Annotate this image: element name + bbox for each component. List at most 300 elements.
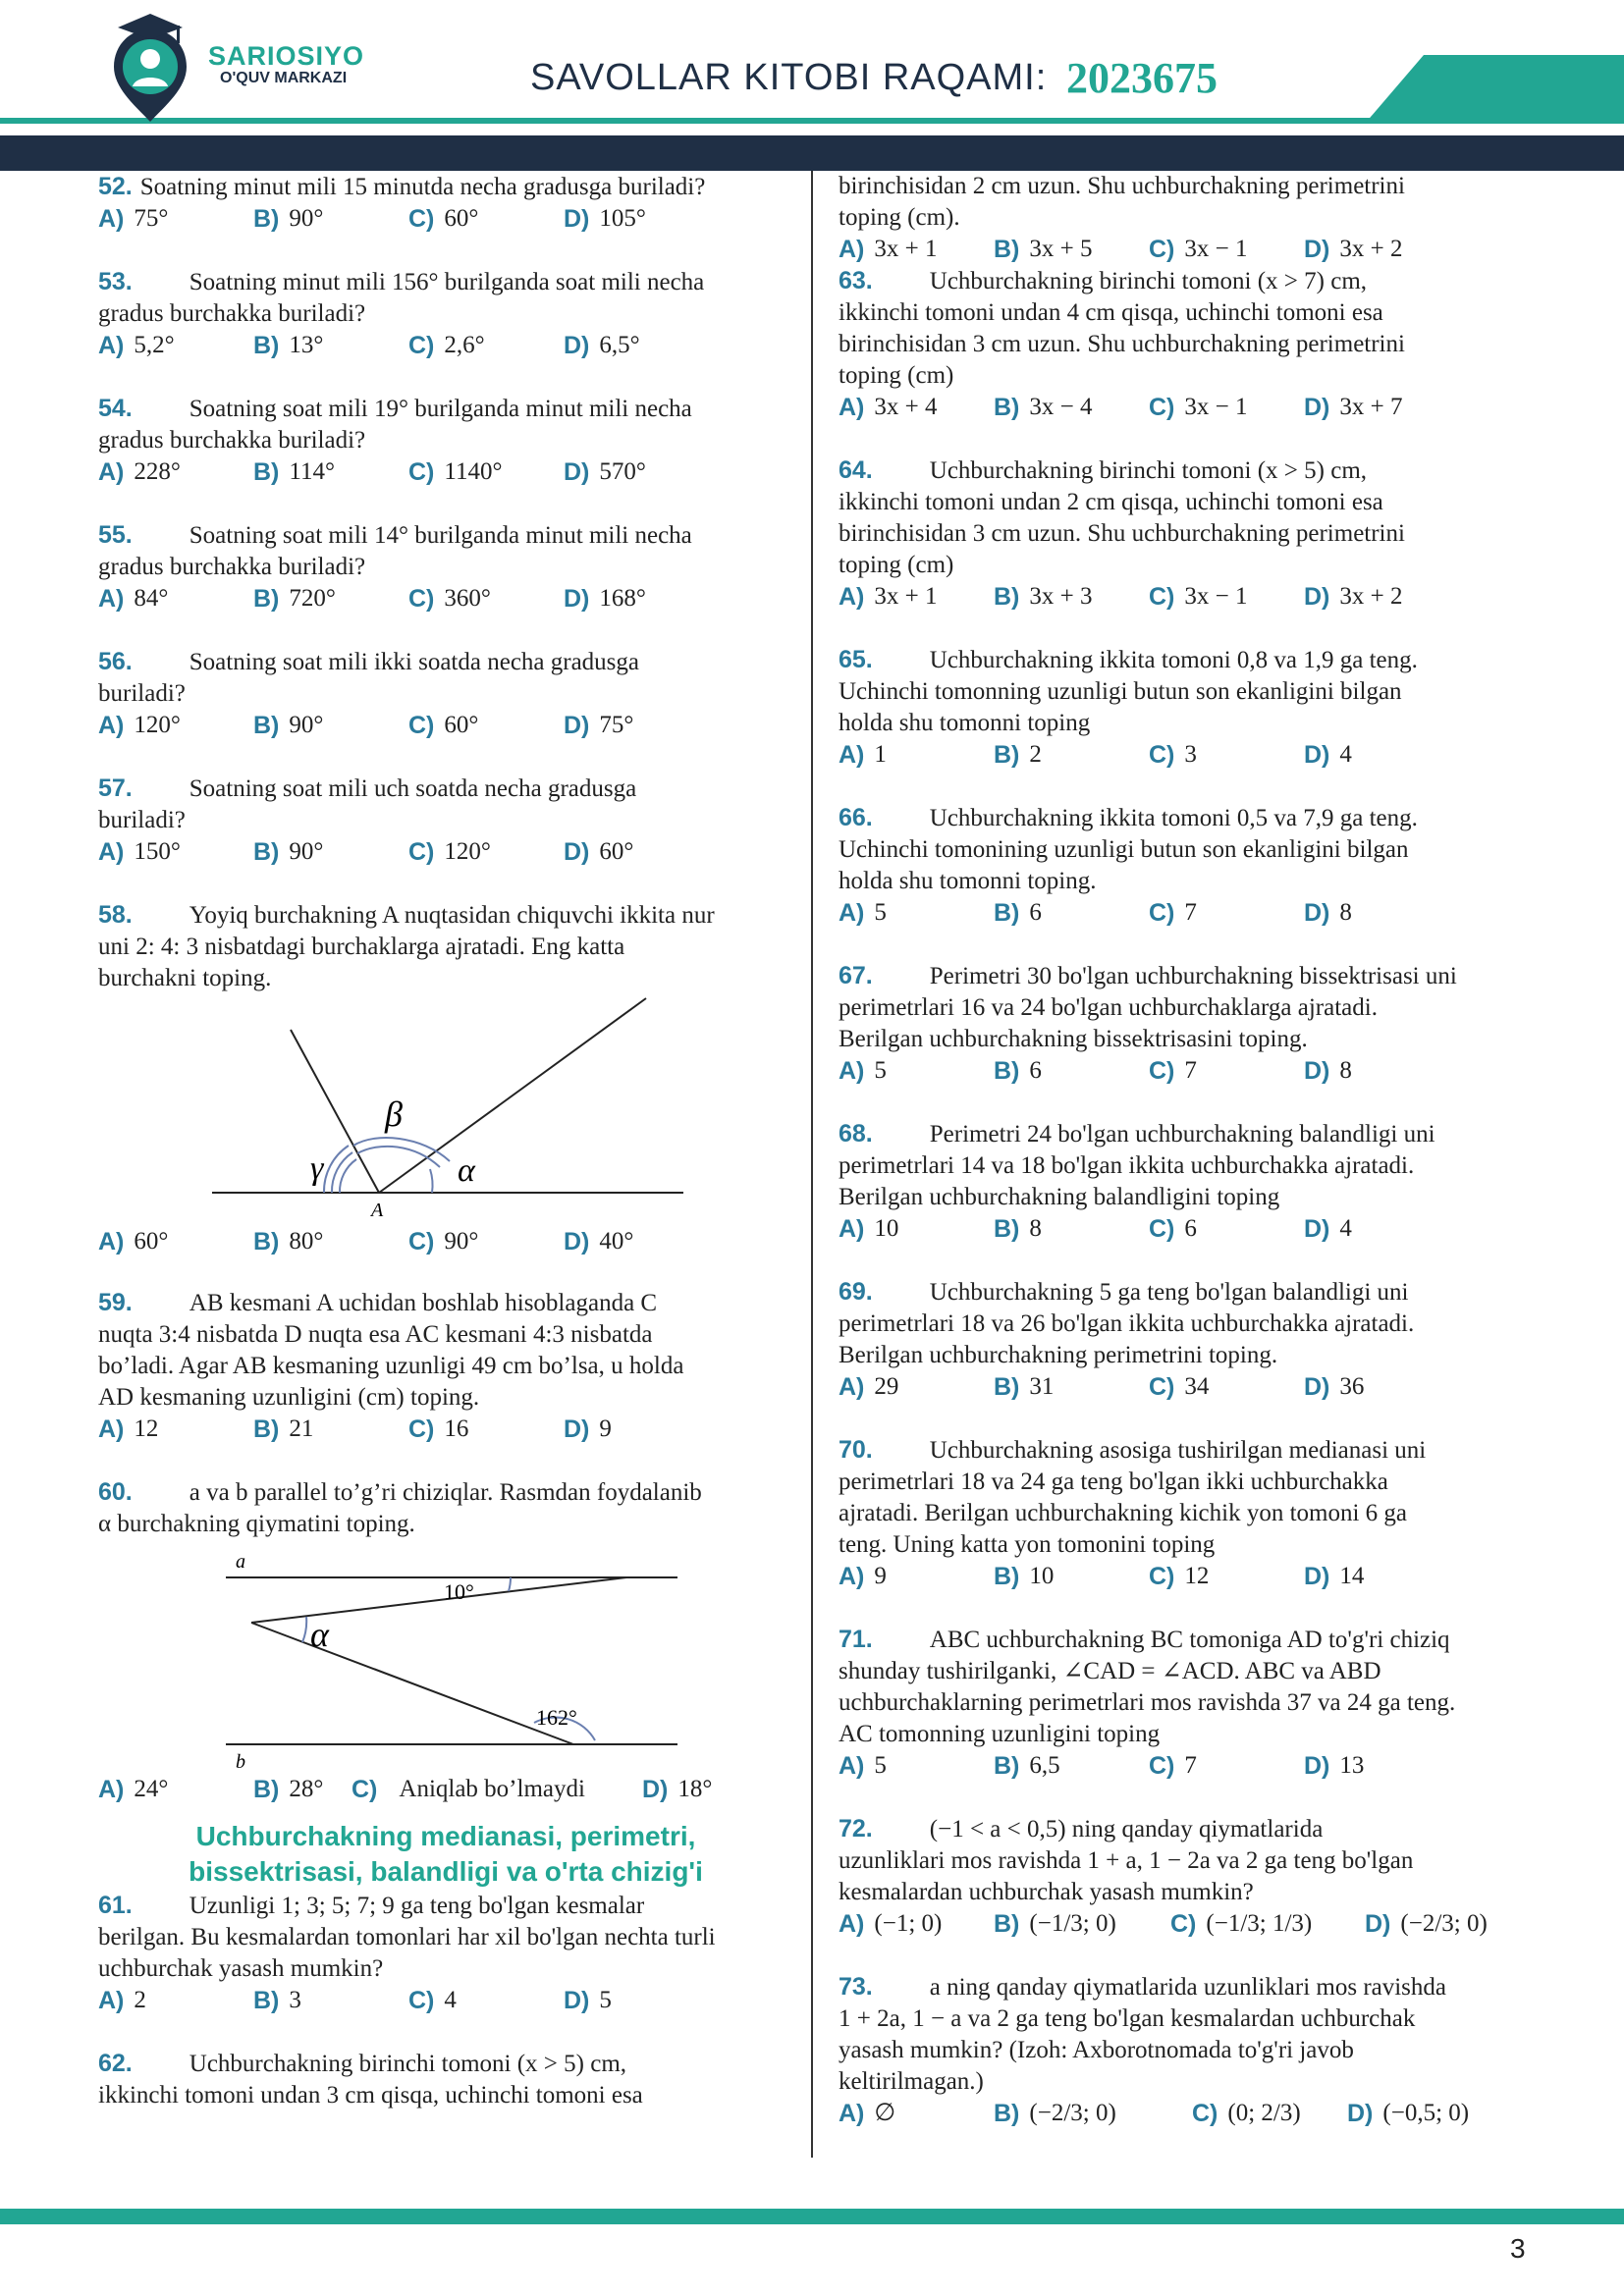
option-c[interactable] xyxy=(408,710,564,741)
question-text: AD kesmaning uzunligini (cm) toping. xyxy=(98,1384,480,1411)
option-d[interactable] xyxy=(642,1774,760,1805)
question-text: gradus burchakka buriladi? xyxy=(98,300,366,327)
option-letter: A) xyxy=(839,236,865,263)
option-a[interactable] xyxy=(839,392,994,423)
option-letter: B) xyxy=(253,458,280,486)
option-c[interactable] xyxy=(408,1226,564,1257)
option-value: 60° xyxy=(134,1228,169,1255)
question-text: uni 2: 4: 3 nisbatdagi burchaklarga ajratadi. Eng katta xyxy=(98,934,625,960)
option-value: 2 xyxy=(134,1987,146,2013)
question-text: kesmalardan uchburchak yasash mumkin? xyxy=(839,1879,1254,1905)
question-text: perimetrlari 18 va 24 ga teng bo'lgan ikki uchburchakka xyxy=(839,1468,1388,1495)
question-64 xyxy=(839,454,1526,613)
option-d[interactable] xyxy=(1304,392,1459,423)
question-text: toping (cm). xyxy=(839,204,960,231)
option-a[interactable] xyxy=(98,1985,253,2016)
option-value: 13 xyxy=(1339,1752,1365,1779)
answer-options xyxy=(839,2098,1526,2129)
option-b[interactable] xyxy=(253,1774,352,1805)
option-a[interactable] xyxy=(839,2098,994,2129)
option-value: 3x + 2 xyxy=(1339,583,1403,610)
option-value: 5,2° xyxy=(134,332,175,358)
option-b[interactable] xyxy=(253,203,408,235)
question-72 xyxy=(839,1813,1526,1940)
option-c[interactable] xyxy=(1149,1055,1304,1087)
option-value: (−1; 0) xyxy=(874,1910,943,1937)
option-b[interactable] xyxy=(994,1561,1149,1592)
option-value: 60° xyxy=(599,838,634,865)
answer-options xyxy=(839,897,1526,929)
answer-options xyxy=(839,1213,1526,1245)
question-number: 71. xyxy=(839,1626,873,1653)
question-52 xyxy=(98,171,793,235)
question-text: Uchburchakning birinchi tomoni (x > 5) cm, xyxy=(189,2051,627,2077)
column-divider xyxy=(811,171,813,2158)
answer-options xyxy=(98,836,793,868)
book-number-label: SAVOLLAR KITOBI RAQAMI: xyxy=(530,57,1048,98)
option-letter: D) xyxy=(564,1987,590,2014)
option-d[interactable] xyxy=(1304,739,1459,771)
answer-options xyxy=(98,583,793,614)
question-text: perimetrlari 14 va 18 bo'lgan ikkita uchburchakka ajratadi. xyxy=(839,1152,1415,1179)
option-d[interactable] xyxy=(1304,897,1459,929)
option-c[interactable] xyxy=(1149,392,1304,423)
question-number: 66. xyxy=(839,804,873,831)
option-value: 80° xyxy=(289,1228,324,1255)
option-value: ∅ xyxy=(874,2100,896,2126)
option-value: 168° xyxy=(599,585,646,612)
option-c[interactable] xyxy=(408,330,564,361)
question-67 xyxy=(839,960,1526,1087)
option-b[interactable] xyxy=(994,1371,1149,1403)
option-b[interactable] xyxy=(253,1226,408,1257)
option-letter: B) xyxy=(994,2100,1020,2127)
option-value: 3x + 1 xyxy=(874,236,938,262)
option-letter: A) xyxy=(98,1776,125,1803)
option-letter: A) xyxy=(839,1563,865,1590)
option-d[interactable] xyxy=(564,203,719,235)
option-letter: A) xyxy=(98,332,125,359)
option-b[interactable] xyxy=(253,330,408,361)
option-a[interactable] xyxy=(839,581,994,613)
option-a[interactable] xyxy=(98,836,253,868)
option-d[interactable] xyxy=(564,1985,719,2016)
answer-options xyxy=(839,739,1526,771)
section-heading-line: Uchburchakning medianasi, perimetri, xyxy=(195,1821,696,1851)
option-value: 14 xyxy=(1339,1563,1365,1589)
option-c[interactable] xyxy=(1149,1213,1304,1245)
option-letter: B) xyxy=(253,1987,280,2014)
option-letter: A) xyxy=(839,583,865,611)
question-text: Uchinchi tomonining uzunligi butun son ekanligini bilgan xyxy=(839,836,1409,863)
option-value: 7 xyxy=(1184,899,1197,926)
option-value: (−2/3; 0) xyxy=(1029,2100,1116,2126)
option-value: 12 xyxy=(1184,1563,1210,1589)
question-text: nuqta 3:4 nisbatda D nuqta esa AC kesmani 4:3 nisbatda xyxy=(98,1321,653,1348)
parallel-lines-figure xyxy=(98,1540,793,1768)
option-value: 8 xyxy=(1339,1057,1352,1084)
option-a[interactable] xyxy=(839,1055,994,1087)
option-d[interactable] xyxy=(1347,2098,1504,2129)
question-text: Berilgan uchburchakning balandligini toping xyxy=(839,1184,1280,1210)
option-a[interactable] xyxy=(98,456,253,488)
option-d[interactable] xyxy=(564,710,719,741)
option-b[interactable] xyxy=(994,897,1149,929)
option-value: 40° xyxy=(599,1228,634,1255)
option-letter: A) xyxy=(839,1373,865,1401)
option-c[interactable] xyxy=(1149,739,1304,771)
option-value: 90° xyxy=(289,838,324,865)
option-b[interactable] xyxy=(994,1213,1149,1245)
question-text: buriladi? xyxy=(98,680,186,707)
option-letter: C) xyxy=(408,838,435,866)
question-text: Berilgan uchburchakning bissektrisasini toping. xyxy=(839,1026,1308,1052)
question-text: toping (cm) xyxy=(839,552,954,578)
option-letter: D) xyxy=(1304,236,1330,263)
question-text: birinchisidan 3 cm uzun. Shu uchburchakning perimetrini xyxy=(839,331,1405,357)
option-a[interactable] xyxy=(98,583,253,614)
option-value: 570° xyxy=(599,458,646,485)
option-letter: B) xyxy=(994,1752,1020,1780)
option-value: 29 xyxy=(874,1373,899,1400)
question-text: Uchburchakning asosiga tushirilgan medianasi uni xyxy=(929,1437,1427,1464)
question-53 xyxy=(98,266,793,361)
option-letter: D) xyxy=(1365,1910,1391,1938)
option-a[interactable] xyxy=(98,203,253,235)
option-value: 1 xyxy=(874,741,887,768)
question-55 xyxy=(98,519,793,614)
question-73 xyxy=(839,1971,1526,2129)
option-value: 7 xyxy=(1184,1057,1197,1084)
option-letter: B) xyxy=(994,741,1020,769)
option-letter: C) xyxy=(1149,1057,1175,1085)
option-b[interactable] xyxy=(994,2098,1192,2129)
option-c[interactable] xyxy=(408,456,564,488)
option-value: 9 xyxy=(874,1563,887,1589)
option-b[interactable] xyxy=(253,1985,408,2016)
option-value: 4 xyxy=(1339,1215,1352,1242)
option-d[interactable] xyxy=(1304,1055,1459,1087)
option-value: 6,5° xyxy=(599,332,640,358)
question-66 xyxy=(839,802,1526,929)
option-value: 6 xyxy=(1029,899,1042,926)
option-a[interactable] xyxy=(98,330,253,361)
option-value: 360° xyxy=(444,585,491,612)
answer-options xyxy=(839,1561,1526,1592)
option-b[interactable] xyxy=(994,1908,1170,1940)
option-letter: A) xyxy=(839,1057,865,1085)
option-a[interactable] xyxy=(839,1213,994,1245)
option-value: 75° xyxy=(134,205,169,232)
question-58 xyxy=(98,899,793,1257)
option-value: 9 xyxy=(599,1415,612,1442)
option-a[interactable] xyxy=(839,1371,994,1403)
option-value: 3x + 2 xyxy=(1339,236,1403,262)
option-c[interactable] xyxy=(408,583,564,614)
option-letter: B) xyxy=(994,236,1020,263)
option-c[interactable] xyxy=(1149,234,1304,265)
option-letter: D) xyxy=(1304,899,1330,927)
question-text: teng. Uning katta yon tomonini toping xyxy=(839,1531,1216,1558)
option-value: 2,6° xyxy=(444,332,485,358)
option-a[interactable] xyxy=(98,1774,253,1805)
option-value: 3 xyxy=(1184,741,1197,768)
option-value: 75° xyxy=(599,712,634,738)
option-a[interactable] xyxy=(839,1908,994,1940)
option-d[interactable] xyxy=(1304,581,1459,613)
option-d[interactable] xyxy=(1304,1213,1459,1245)
question-number: 55. xyxy=(98,521,133,549)
option-c[interactable] xyxy=(1149,1750,1304,1782)
question-number: 70. xyxy=(839,1436,873,1464)
brand-logo-icon xyxy=(106,8,194,124)
option-value: 12 xyxy=(134,1415,159,1442)
option-letter: B) xyxy=(253,1776,280,1803)
question-65 xyxy=(839,644,1526,771)
option-d[interactable] xyxy=(564,583,719,614)
angle-10-label: 10° xyxy=(444,1579,474,1604)
line-a-label: a xyxy=(236,1551,245,1573)
question-number: 69. xyxy=(839,1278,873,1306)
option-value: 31 xyxy=(1029,1373,1055,1400)
option-letter: C) xyxy=(1149,1563,1175,1590)
option-letter: D) xyxy=(564,1415,590,1443)
answer-options xyxy=(98,203,793,235)
question-text: Soatning soat mili uch soatda necha gradusga xyxy=(189,775,637,802)
option-letter: B) xyxy=(994,1563,1020,1590)
brand-name: SARIOSIYO xyxy=(208,41,365,71)
option-value: 16 xyxy=(444,1415,469,1442)
option-d[interactable] xyxy=(1304,1371,1459,1403)
question-text: Soatning minut mili 15 minutda necha gradusga buriladi? xyxy=(139,174,706,200)
option-letter: B) xyxy=(994,583,1020,611)
option-letter: C) xyxy=(1149,1215,1175,1243)
option-letter: D) xyxy=(564,838,590,866)
footer-accent-line xyxy=(0,2209,1624,2224)
option-letter: D) xyxy=(564,458,590,486)
option-b[interactable] xyxy=(994,1750,1149,1782)
option-letter: C) xyxy=(1149,583,1175,611)
option-d[interactable] xyxy=(564,836,719,868)
option-letter: C) xyxy=(1192,2100,1218,2127)
option-b[interactable] xyxy=(994,234,1149,265)
question-text: birinchisidan 2 cm uzun. Shu uchburchakning perimetrini xyxy=(839,173,1405,199)
option-value: 2 xyxy=(1029,741,1042,768)
option-value: 7 xyxy=(1184,1752,1197,1779)
option-value: 114° xyxy=(289,458,335,485)
option-d[interactable] xyxy=(564,330,719,361)
answer-options xyxy=(839,581,1526,613)
option-letter: A) xyxy=(839,1752,865,1780)
option-letter: A) xyxy=(98,712,125,739)
option-letter: C) xyxy=(408,712,435,739)
option-letter: A) xyxy=(98,205,125,233)
question-text: Soatning soat mili 14° burilganda minut mili necha xyxy=(189,522,692,549)
option-value: (−1/3; 1/3) xyxy=(1206,1910,1313,1937)
question-number: 68. xyxy=(839,1120,873,1148)
question-number: 64. xyxy=(839,456,873,484)
option-value: 5 xyxy=(599,1987,612,2013)
answer-options xyxy=(98,456,793,488)
option-c[interactable] xyxy=(1192,2098,1347,2129)
option-b[interactable] xyxy=(253,710,408,741)
answer-options xyxy=(98,1226,793,1257)
option-value: (−1/3; 0) xyxy=(1029,1910,1116,1937)
option-b[interactable] xyxy=(253,1414,408,1445)
option-c[interactable] xyxy=(408,836,564,868)
option-letter: C) xyxy=(408,1415,435,1443)
question-text: Uchburchakning 5 ga teng bo'lgan balandligi uni xyxy=(929,1279,1409,1306)
option-d[interactable] xyxy=(564,1414,719,1445)
option-letter: B) xyxy=(994,1215,1020,1243)
question-text: uzunliklari mos ravishda 1 + a, 1 − 2a va 2 ga teng bo'lgan xyxy=(839,1847,1414,1874)
option-value: 105° xyxy=(599,205,646,232)
option-value: 3x + 3 xyxy=(1029,583,1093,610)
option-letter: D) xyxy=(564,712,590,739)
option-b[interactable] xyxy=(253,583,408,614)
question-text: a va b parallel to’g’ri chiziqlar. Rasmdan foydalanib xyxy=(189,1479,702,1506)
option-value: 8 xyxy=(1339,899,1352,926)
option-d[interactable] xyxy=(1304,1561,1459,1592)
option-value: 36 xyxy=(1339,1373,1365,1400)
option-value: 24° xyxy=(134,1776,169,1802)
option-value: 34 xyxy=(1184,1373,1210,1400)
option-b[interactable] xyxy=(253,836,408,868)
option-letter: B) xyxy=(253,1228,280,1255)
option-c[interactable] xyxy=(408,203,564,235)
option-letter: B) xyxy=(994,899,1020,927)
option-a[interactable] xyxy=(839,1561,994,1592)
question-54 xyxy=(98,393,793,488)
left-column xyxy=(98,171,793,2111)
option-value: 18° xyxy=(677,1776,713,1802)
option-b[interactable] xyxy=(994,1055,1149,1087)
option-letter: D) xyxy=(1304,1752,1330,1780)
question-text: ABC uchburchakning BC tomoniga AD to'g'ri chiziq xyxy=(929,1627,1450,1653)
question-number: 67. xyxy=(839,962,873,989)
straight-angle-figure xyxy=(98,994,793,1226)
option-letter: D) xyxy=(1304,1057,1330,1085)
option-letter: B) xyxy=(253,205,280,233)
option-d[interactable] xyxy=(1365,1908,1522,1940)
option-d[interactable] xyxy=(1304,1750,1459,1782)
option-a[interactable] xyxy=(839,897,994,929)
option-letter: D) xyxy=(1304,741,1330,769)
question-text: uchburchaklarning perimetrlari mos ravishda 37 va 24 ga teng. xyxy=(839,1689,1456,1716)
question-62 xyxy=(98,2048,793,2111)
page-number: 3 xyxy=(1510,2233,1526,2264)
option-c[interactable] xyxy=(1149,581,1304,613)
question-62-continued xyxy=(839,171,1526,265)
option-value: 3x + 1 xyxy=(874,583,938,610)
option-value: 3x + 5 xyxy=(1029,236,1093,262)
question-text: Soatning soat mili 19° burilganda minut mili necha xyxy=(189,396,692,422)
question-text: gradus burchakka buriladi? xyxy=(98,427,366,454)
option-d[interactable] xyxy=(564,456,719,488)
option-value: 720° xyxy=(289,585,336,612)
option-a[interactable] xyxy=(98,1226,253,1257)
option-letter: C) xyxy=(1149,1752,1175,1780)
question-number: 63. xyxy=(839,267,873,294)
option-a[interactable] xyxy=(839,739,994,771)
answer-options xyxy=(839,392,1526,423)
option-c[interactable] xyxy=(1149,1371,1304,1403)
option-value: 3x + 4 xyxy=(874,394,938,420)
option-value: 90° xyxy=(289,205,324,232)
option-c[interactable] xyxy=(1149,897,1304,929)
option-value: 3x − 1 xyxy=(1184,583,1248,610)
option-value: 120° xyxy=(444,838,491,865)
answer-options xyxy=(98,330,793,361)
question-text: uchburchak yasash mumkin? xyxy=(98,1955,384,1982)
option-a[interactable] xyxy=(839,234,994,265)
option-value: 60° xyxy=(444,712,479,738)
option-b[interactable] xyxy=(253,456,408,488)
question-68 xyxy=(839,1118,1526,1245)
option-value: (0; 2/3) xyxy=(1227,2100,1301,2126)
question-text: α burchakning qiymatini toping. xyxy=(98,1511,415,1537)
question-number: 73. xyxy=(839,1973,873,2001)
option-value: (−2/3; 0) xyxy=(1400,1910,1488,1937)
option-letter: C) xyxy=(408,1987,435,2014)
question-text: gradus burchakka buriladi? xyxy=(98,554,366,580)
question-number: 53. xyxy=(98,268,133,295)
option-letter: D) xyxy=(1347,2100,1374,2127)
question-text: AC tomonning uzunligini toping xyxy=(839,1721,1161,1747)
question-60 xyxy=(98,1476,793,1805)
option-b[interactable] xyxy=(994,739,1149,771)
question-63 xyxy=(839,265,1526,423)
option-letter: C) xyxy=(408,458,435,486)
option-a[interactable] xyxy=(98,1414,253,1445)
option-d[interactable] xyxy=(1304,234,1459,265)
option-letter: A) xyxy=(839,1910,865,1938)
question-number: 52. xyxy=(98,173,133,200)
option-value: 3 xyxy=(289,1987,301,2013)
question-text: ikkinchi tomoni undan 2 cm qisqa, uchinchi tomoni esa xyxy=(839,489,1383,515)
question-text: birinchisidan 3 cm uzun. Shu uchburchakning perimetrini xyxy=(839,520,1405,547)
question-text: Uchburchakning ikkita tomoni 0,5 va 7,9 ga teng. xyxy=(929,805,1418,831)
option-a[interactable] xyxy=(98,710,253,741)
option-letter: B) xyxy=(994,1910,1020,1938)
brand-subtitle: O'QUV MARKAZI xyxy=(220,70,348,86)
option-b[interactable] xyxy=(994,392,1149,423)
option-c[interactable] xyxy=(352,1774,642,1805)
question-text: 1 + 2a, 1 − a va 2 ga teng bo'lgan kesmalardan uchburchak xyxy=(839,2005,1416,2032)
option-value: 5 xyxy=(874,1057,887,1084)
question-70 xyxy=(839,1434,1526,1592)
answer-options xyxy=(98,1774,793,1805)
option-letter: B) xyxy=(253,332,280,359)
option-letter: B) xyxy=(253,838,280,866)
option-letter: C) xyxy=(352,1776,378,1803)
question-text: ikkinchi tomoni undan 4 cm qisqa, uchinchi tomoni esa xyxy=(839,299,1383,326)
option-value: 90° xyxy=(444,1228,479,1255)
option-b[interactable] xyxy=(994,581,1149,613)
option-value: 3x − 4 xyxy=(1029,394,1093,420)
option-c[interactable] xyxy=(408,1414,564,1445)
option-a[interactable] xyxy=(839,1750,994,1782)
option-c[interactable] xyxy=(408,1985,564,2016)
answer-options xyxy=(98,710,793,741)
option-c[interactable] xyxy=(1149,1561,1304,1592)
option-d[interactable] xyxy=(564,1226,719,1257)
question-text: ajratadi. Berilgan uchburchakning kichik yon tomoni 6 ga xyxy=(839,1500,1408,1526)
option-letter: A) xyxy=(839,2100,865,2127)
question-text: holda shu tomonni toping xyxy=(839,710,1091,736)
option-c[interactable] xyxy=(1170,1908,1365,1940)
option-letter: A) xyxy=(98,1987,125,2014)
